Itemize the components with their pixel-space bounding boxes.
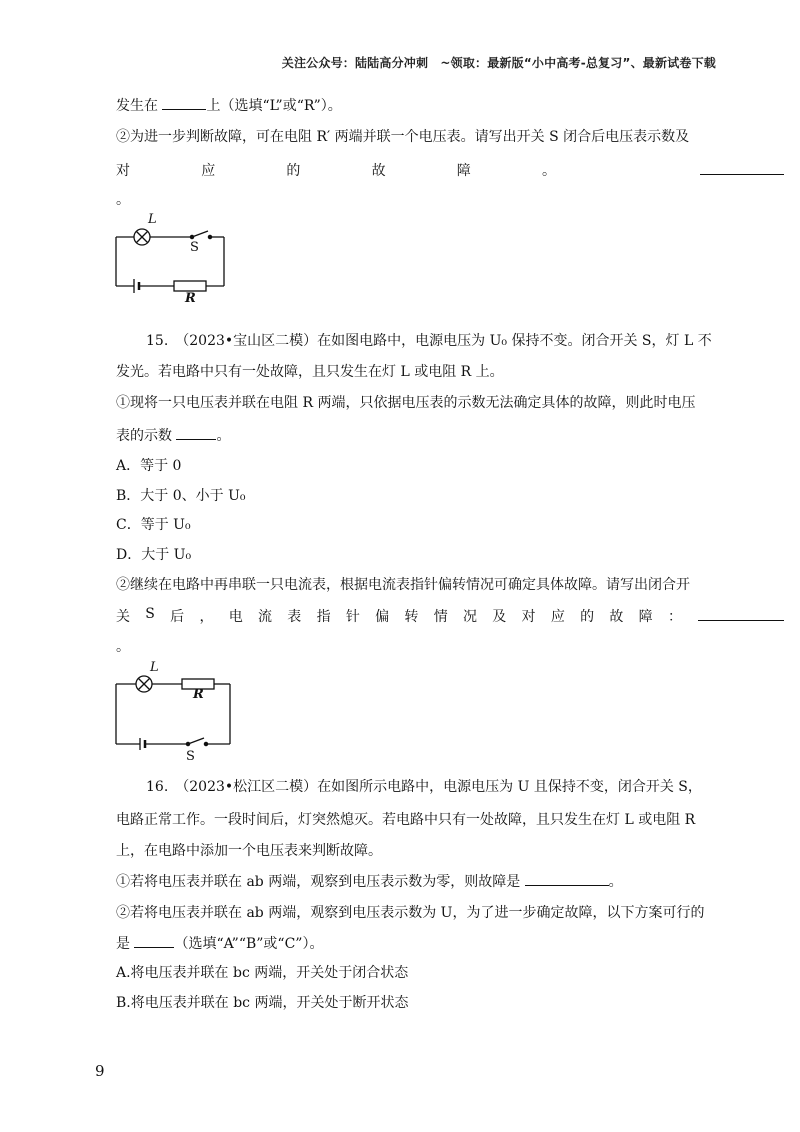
- q15-line9: ②继续在电路中再串联一只电流表，根据电流表指针偏转情况可确定具体故障。请写出闭合开: [116, 577, 690, 593]
- q14-line2: ②为进一步判断故障，可在电阻 R′ 两端并联一个电压表。请写出开关 S 闭合后电压表示数及: [116, 129, 690, 145]
- q15-option-b[interactable]: B．大于 0、小于 U₀: [116, 488, 246, 504]
- q16-option-b[interactable]: B.将电压表并联在 bc 两端，开关处于断开状态: [116, 995, 409, 1011]
- q15-line2: 发光。若电路中只有一处故障，且只发生在灯 L 或电阻 R 上。: [116, 364, 504, 380]
- switch-label: S: [186, 749, 195, 764]
- answer-blank[interactable]: [176, 425, 216, 440]
- q16-line2: 电路正常工作。一段时间后，灯突然熄灭。若电路中只有一处故障，且只发生在灯 L 或电阻 R: [116, 812, 696, 828]
- q16-option-a[interactable]: A.将电压表并联在 bc 两端，开关处于闭合状态: [116, 965, 409, 981]
- answer-blank[interactable]: [134, 933, 174, 948]
- page-header: 关注公众号：陆陆高分冲刺 ~领取：最新版“小中高考-总复习”、最新试卷下载: [281, 56, 716, 70]
- q16-line6: 是 （选填“A”“B”或“C”）。: [116, 933, 323, 954]
- answer-blank[interactable]: [698, 620, 784, 621]
- answer-blank[interactable]: [162, 95, 206, 110]
- resistor-label: R: [185, 291, 196, 306]
- q16-line5: ②若将电压表并联在 ab 两端，观察到电压表示数为 U，为了进一步确定故障，以下方案可行的: [116, 905, 705, 921]
- switch-label: S: [190, 240, 199, 255]
- q15-line3: ①现将一只电压表并联在电阻 R 两端，只依据电压表的示数无法确定具体的故障，则此时电压: [116, 395, 696, 411]
- q15-line11: 。: [116, 639, 130, 655]
- lamp-label: L: [148, 212, 157, 227]
- q14-line4: 。: [116, 192, 130, 208]
- resistor-label: R: [193, 687, 204, 702]
- q16-line1: 16. （2023•松江区二模）在如图所示电路中，电源电压为 U 且保持不变，闭合开关 S，: [146, 779, 702, 795]
- answer-blank[interactable]: [700, 174, 784, 175]
- q14-line3: 对 应 的 故 障 。: [116, 163, 556, 179]
- circuit-diagram-q15: [112, 658, 236, 754]
- circuit-diagram-q14: [112, 212, 230, 302]
- q15-line10: 关 S 后 ， 电 流 表 指 针 偏 转 情 况 及 对 应 的 故 障 ：: [116, 606, 682, 625]
- page-number: 9: [95, 1062, 105, 1080]
- q14-line1: 发生在 上（选填“L”或“R”）。: [116, 95, 342, 116]
- q15-line4: 表的示数 。: [116, 425, 230, 446]
- q15-option-d[interactable]: D．大于 U₀: [116, 547, 192, 563]
- lamp-label: L: [150, 660, 159, 675]
- q16-line3: 上，在电路中添加一个电压表来判断故障。: [116, 843, 382, 859]
- q15-option-c[interactable]: C．等于 U₀: [116, 517, 191, 533]
- q15-line1: 15. （2023•宝山区二模）在如图电路中，电源电压为 U₀ 保持不变。闭合开关 S，灯 L 不: [146, 333, 712, 349]
- answer-blank[interactable]: [525, 871, 609, 886]
- q16-line4: ①若将电压表并联在 ab 两端，观察到电压表示数为零，则故障是 。: [116, 871, 623, 892]
- q15-option-a[interactable]: A．等于 0: [116, 458, 182, 474]
